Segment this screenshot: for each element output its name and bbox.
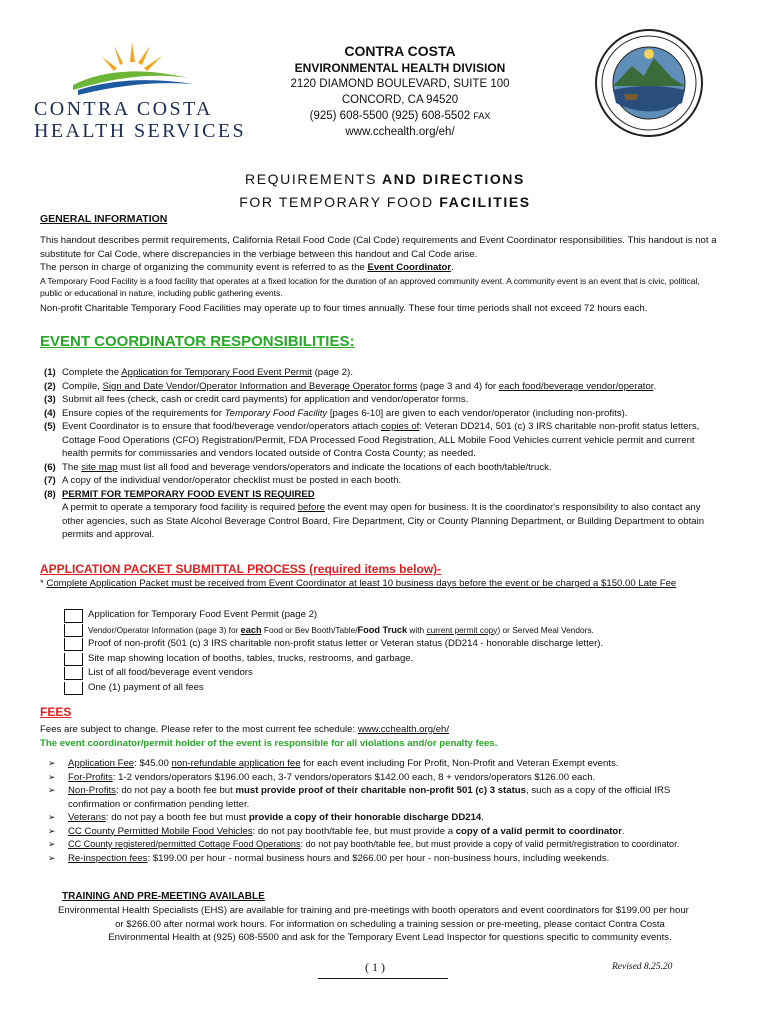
arrow-bullet-icon: ➢	[48, 771, 56, 782]
fee-text: : do not pay booth/table fee, but must provide a	[252, 825, 456, 837]
fee-bold: provide a copy of their honorable discharge DD214	[248, 812, 482, 823]
checklist-bold: each	[240, 624, 262, 635]
item-text: Submit all fees (check, cash or credit card payments) for application and vendor/operator forms.	[62, 394, 469, 405]
title-part3: FOR TEMPORARY FOOD	[239, 194, 434, 210]
list-item	[44, 420, 720, 461]
coordinator-list	[44, 366, 720, 542]
cchs-logo	[28, 40, 247, 142]
item-number: (6)	[44, 461, 56, 473]
item-number: (3)	[44, 394, 56, 405]
general-info	[40, 234, 720, 315]
item-italic: Temporary Food Facility	[224, 407, 328, 419]
fees-intro-text: Fees are subject to change. Please refer to the most current fee schedule:	[40, 724, 358, 735]
list-item	[44, 771, 724, 785]
item-number: (8)	[44, 488, 56, 500]
checklist-label-end: ) or Served Meal Vendors.	[497, 624, 594, 635]
logo-line1: CONTRA COSTA	[34, 98, 213, 120]
checklist-label: Site map showing location of booths, tables, trucks, restrooms, and garbage.	[88, 652, 414, 664]
list-item	[44, 380, 720, 394]
arrow-bullet-icon: ➢	[48, 825, 56, 836]
list-item	[44, 784, 724, 811]
fee-text: : 1-2 vendors/operators $196.00 each, 3-7 vendors/operators $142.00 each, 8 + vendors/operators $126.00 each.	[112, 771, 596, 783]
item-number: (7)	[44, 475, 56, 486]
sun-hills-icon	[68, 40, 198, 100]
fee-label: For-Profits	[68, 771, 113, 783]
phone-numbers: (925) 608-5500 (925) 608-5502	[309, 110, 471, 122]
list-item	[44, 461, 720, 475]
fee-label: Non-Profits	[68, 785, 116, 796]
list-item	[44, 852, 724, 866]
general-heading: GENERAL INFORMATION	[40, 213, 168, 225]
training-line3: Environmental Health at (925) 608-5500 and ask for the Temporary Event Lead Inspector for questions specific to community events.	[108, 932, 672, 943]
checklist-label: List of all food/beverage event vendors	[88, 667, 253, 678]
page-number: ( 1 )	[365, 960, 385, 974]
item-text-mid: (page 3 and 4) for	[417, 380, 499, 392]
fee-text: : do not pay booth/table fee, but must provide a copy of valid permit/registration to coordinator.	[300, 839, 680, 849]
address-line1: 2120 DIAMOND BOULEVARD, SUITE 100	[290, 78, 510, 90]
checklist-item	[64, 681, 704, 696]
general-p3: A Temporary Food Facility is a food facility that operates at a fixed location for the duration of an approved community event. A community event is an event that is civic, political, public or educational in nature, including public gathering events.	[40, 275, 700, 298]
fee-label: Application Fee	[68, 758, 135, 769]
item-underline: Application for Temporary Food Event Permit	[121, 367, 312, 378]
fee-underline: non-refundable application fee	[171, 758, 301, 769]
item-text-end: must list all food and beverage vendors/operators and indicate the locations of each booth/table/truck.	[117, 461, 552, 473]
fee-text: : $199.00 per hour - normal business hours and $266.00 per hour - non-business hours, including weekends.	[147, 852, 610, 864]
permit-text-end: the event may open for business. It is the coordinator's responsibility to also contact any other agencies, such as State Alcohol Beverage Control Board, Fire Department, City or County Planning Department, or Building Department to obtain permits and approval.	[62, 502, 705, 540]
fee-label: CC County Permitted Mobile Food Vehicles	[68, 825, 253, 837]
fees-responsibility: The event coordinator/permit holder of the event is responsible for all violations and/or penalty fees.	[40, 738, 498, 749]
checkbox[interactable]	[64, 638, 83, 651]
arrow-bullet-icon: ➢	[48, 812, 56, 822]
fee-label: Re-inspection fees	[68, 852, 148, 864]
fees-list	[44, 757, 724, 865]
item-text-end: : Veteran DD214, 501 (c) 3 IRS charitable non-profit status letters, Cottage Food Operations (CFO) Registration/Permit, FDA Processed Food Registration, ALL Mobile Food Vehicles current vehicle permit and current health permits for commissaries and vendors located outside of Contra Costa County; as needed.	[62, 421, 700, 459]
checkbox[interactable]	[64, 667, 83, 680]
permit-required-heading: PERMIT FOR TEMPORARY FOOD EVENT IS REQUIRED	[62, 488, 315, 500]
checklist-label: Proof of non-profit (501 (c) 3 IRS charitable non-profit status letter or Veteran status (DD214 - honorable discharge letter).	[88, 638, 604, 649]
footer-divider	[318, 978, 448, 979]
fee-text: : do not pay a booth fee but must	[105, 812, 249, 823]
checklist-item	[64, 666, 704, 681]
checklist-label: Application for Temporary Food Event Permit (page 2)	[88, 609, 318, 620]
item-number: (4)	[44, 407, 56, 419]
fees-link[interactable]: www.cchealth.org/eh/	[357, 724, 450, 735]
title-part1: REQUIREMENTS	[245, 171, 378, 187]
note-star: *	[40, 578, 47, 589]
document-title	[140, 168, 630, 214]
item-underline: Sign and Date Vendor/Operator Information and Beverage Operator forms	[102, 380, 418, 392]
item-number: (1)	[44, 367, 56, 378]
item-underline: site map	[81, 461, 118, 473]
checkbox[interactable]	[64, 609, 83, 623]
checklist-label-mid: Food or Bev Booth/Table/	[261, 624, 358, 635]
permit-text	[44, 501, 720, 542]
fee-label: Veterans	[68, 812, 106, 823]
phone-line	[250, 108, 550, 124]
checklist-label: One (1) payment of all fees	[88, 681, 204, 693]
checklist-bold-2: Food Truck	[357, 624, 408, 635]
packet-heading: APPLICATION PACKET SUBMITTAL PROCESS (required items below)-	[40, 562, 442, 576]
fees-intro	[40, 723, 730, 737]
list-item	[44, 838, 724, 852]
title-part4: FACILITIES	[439, 194, 531, 210]
list-item	[44, 825, 724, 839]
list-item	[44, 366, 720, 380]
general-p2	[40, 261, 720, 275]
item-text-end: .	[653, 380, 657, 392]
item-text: Complete the	[62, 367, 122, 378]
arrow-bullet-icon: ➢	[48, 785, 56, 795]
training-heading: TRAINING AND PRE-MEETING AVAILABLE	[62, 891, 265, 902]
general-p1: This handout describes permit requirements, California Retail Food Code (Cal Code) requirements and Event Coordinator responsibilities. This handout is not a substitute for Cal Code, where discrepancies in the verbiage between this handout and Cal Code arise.	[40, 235, 717, 260]
general-p2-text: The person in charge of organizing the community event is referred to as the	[40, 262, 365, 273]
packet-note	[40, 578, 740, 589]
item-underline-2: each food/beverage vendor/operator	[498, 380, 654, 392]
fee-text-end: .	[481, 812, 484, 823]
website-link[interactable]: www.cchealth.org/eh/	[345, 126, 455, 138]
checkbox[interactable]	[64, 624, 83, 637]
checklist-underline: current permit copy	[426, 624, 498, 635]
coordinator-heading: EVENT COORDINATOR RESPONSIBILITIES:	[40, 333, 355, 350]
item-text: Ensure copies of the requirements for	[62, 407, 225, 419]
fee-label: CC County registered/permitted Cottage Food Operations	[68, 839, 301, 849]
fax-label: FAX	[473, 111, 491, 121]
item-number: (5)	[44, 421, 56, 432]
address-line2: CONCORD, CA 94520	[341, 94, 459, 106]
item-underline: copies of	[380, 421, 420, 432]
checklist-item	[64, 608, 704, 623]
fee-text: : $45.00	[134, 758, 172, 769]
training-line1: Environmental Health Specialists (EHS) are available for training and pre-meetings with booth operators and event coordinators for $199.00 per hour	[58, 905, 689, 916]
division-name: ENVIRONMENTAL HEALTH DIVISION	[294, 61, 506, 75]
title-part2: AND DIRECTIONS	[382, 171, 525, 187]
item-text: A copy of the individual vendor/operator checklist must be posted in each booth.	[62, 475, 402, 486]
fees-heading: FEES	[40, 705, 72, 719]
permit-text-underline: before	[297, 502, 325, 513]
event-coordinator-term: Event Coordinator	[367, 262, 452, 273]
checkbox[interactable]	[64, 653, 83, 666]
list-item	[44, 757, 724, 771]
packet-checklist	[64, 608, 704, 695]
list-item	[44, 407, 720, 421]
list-item	[44, 393, 720, 407]
county-seal-icon	[594, 28, 704, 138]
general-p2-end: .	[451, 262, 454, 273]
checklist-item	[64, 652, 704, 667]
checklist-item	[64, 637, 704, 652]
logo-line2: HEALTH SERVICES	[34, 120, 247, 142]
item-text-end: (page 2).	[311, 367, 353, 378]
item-number: (2)	[44, 380, 56, 392]
checklist-item	[64, 623, 704, 638]
agency-name: CONTRA COSTA	[344, 43, 456, 59]
arrow-bullet-icon: ➢	[48, 839, 56, 849]
packet-note-text: Complete Application Packet must be received from Event Coordinator at least 10 business days before the event or be charged a $150.00 Late Fee	[46, 578, 677, 589]
item-text: Compile,	[62, 380, 103, 392]
list-item	[44, 488, 720, 502]
fee-text-end: , such as a copy of the official IRS confirmation or confirmation pending letter.	[68, 785, 671, 810]
item-text: The	[62, 461, 82, 473]
fee-bold: must provide proof of their charitable non-profit 501 (c) 3 status	[235, 785, 526, 796]
permit-text-start: A permit to operate a temporary food facility is required	[62, 502, 298, 513]
checklist-label-mid2: with	[407, 624, 427, 635]
fee-text-end: for each event including For Profit, Non-Profit and Veteran Exempt events.	[300, 758, 619, 769]
arrow-bullet-icon: ➢	[48, 852, 56, 863]
list-item	[44, 811, 724, 825]
list-item	[44, 474, 720, 488]
item-text: Event Coordinator is to ensure that food/beverage vendor/operators attach	[62, 421, 381, 432]
fee-text-end: .	[622, 825, 625, 837]
fee-text: : do not pay a booth fee but	[115, 785, 236, 796]
fee-bold: copy of a valid permit to coordinator	[455, 825, 623, 837]
training-text	[40, 904, 740, 945]
checkbox[interactable]	[64, 682, 83, 695]
checklist-label: Vendor/Operator Information (page 3) for	[88, 624, 241, 635]
revised-date: Revised 8.25.20	[612, 962, 673, 972]
general-p4: Non-profit Charitable Temporary Food Facilities may operate up to four times annually. These four time periods shall not exceed 72 hours each.	[40, 302, 648, 314]
arrow-bullet-icon: ➢	[48, 758, 56, 768]
agency-header	[250, 42, 550, 140]
item-text-end: [pages 6-10] are given to each vendor/operator (including non-profits).	[327, 407, 628, 419]
training-line2: or $266.00 after normal work hours. For information on scheduling a training session or pre-meeting, please contact Contra Costa	[115, 918, 665, 930]
